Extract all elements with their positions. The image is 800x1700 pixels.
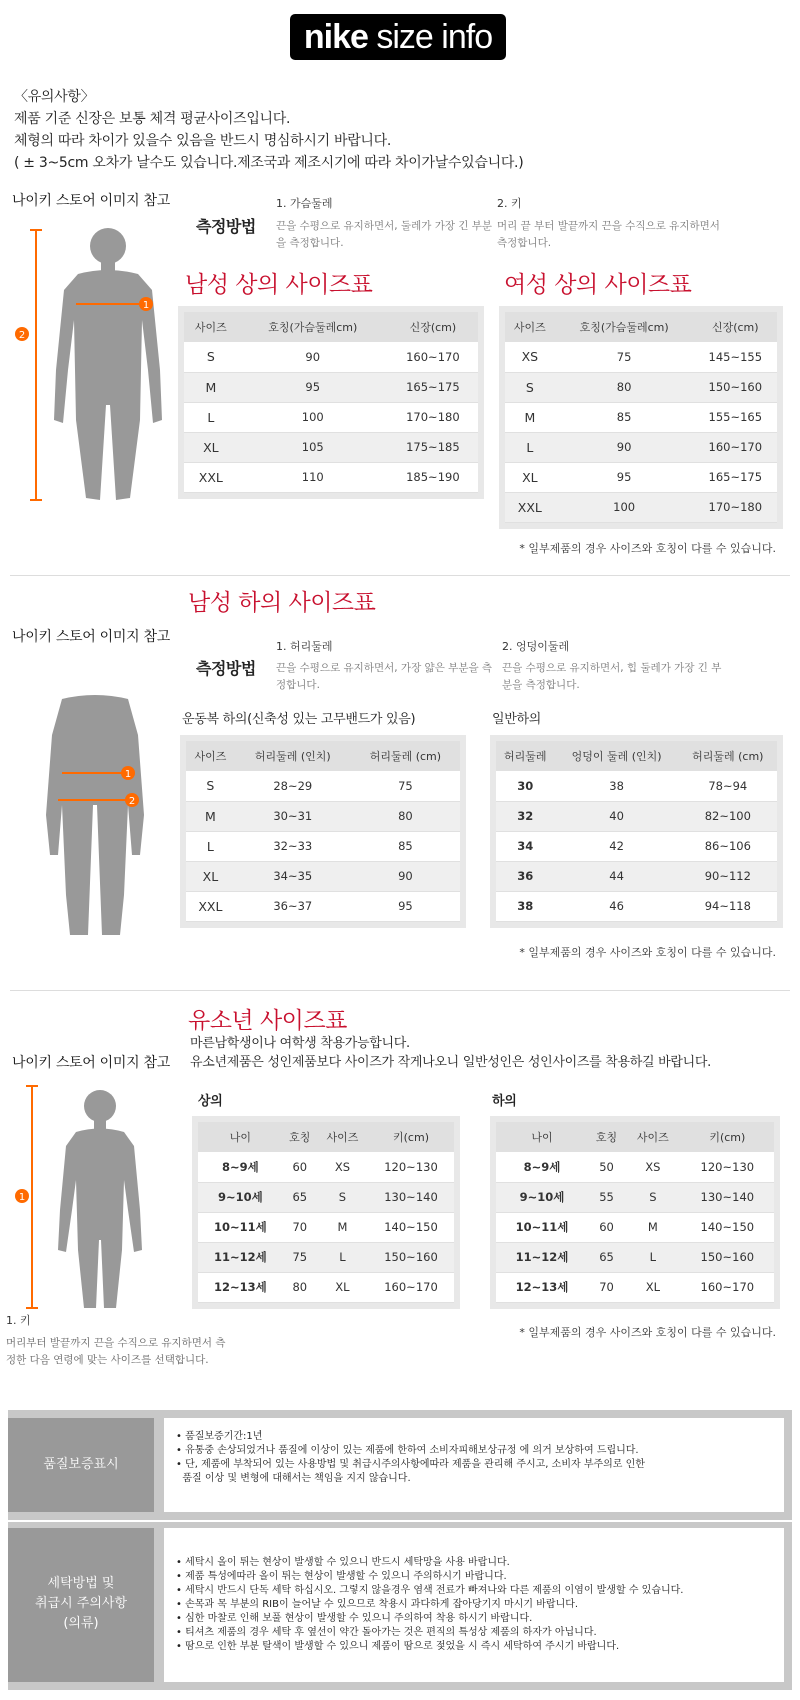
column-header: 호칭 xyxy=(588,1122,625,1152)
table-header-row xyxy=(184,312,478,342)
table-cell: 175~185 xyxy=(388,432,478,462)
sportswear-bottom-label: 운동복 하의(신축성 있는 고무밴드가 있음) xyxy=(182,712,416,727)
column-header: 키(cm) xyxy=(368,1122,454,1152)
table-cell: 42 xyxy=(555,831,679,861)
measure-2-title: 2. 엉덩이둘레 xyxy=(502,640,570,653)
list-item: • 땀으로 인한 부분 탈색이 발생할 수 있으니 제품이 땀으로 젖었을 시 즉시 세탁하여 주시기 바랍니다. xyxy=(176,1641,620,1652)
table-cell: 130~140 xyxy=(681,1182,774,1212)
column-header: 호칭 xyxy=(283,1122,317,1152)
table-row xyxy=(505,402,777,432)
measure-method-label: 측정방법 xyxy=(196,659,256,678)
table-row xyxy=(496,831,777,861)
table-cell: 85 xyxy=(555,402,694,432)
table-row xyxy=(496,1182,774,1212)
table-row xyxy=(198,1242,454,1272)
table-cell: 9~10세 xyxy=(496,1182,588,1212)
column-header: 사이즈 xyxy=(505,312,555,342)
table-row xyxy=(186,771,460,801)
table-cell: 38 xyxy=(496,891,555,921)
table-cell: 38 xyxy=(555,771,679,801)
table-cell: 8~9세 xyxy=(198,1152,283,1182)
table-row xyxy=(496,801,777,831)
table-cell: 40 xyxy=(555,801,679,831)
table-row xyxy=(505,492,777,522)
washing-instructions-box xyxy=(8,1522,792,1690)
table-cell: 120~130 xyxy=(681,1152,774,1182)
table-cell: 140~150 xyxy=(681,1212,774,1242)
table-cell: 36 xyxy=(496,861,555,891)
column-header: 호칭(가슴둘레cm) xyxy=(555,312,694,342)
table-header-row xyxy=(505,312,777,342)
table-row xyxy=(496,1272,774,1302)
table-cell: XL xyxy=(186,861,235,891)
table-row xyxy=(184,342,478,372)
table-cell: 95 xyxy=(238,372,388,402)
table-cell: M xyxy=(186,801,235,831)
measure-method-label: 측정방법 xyxy=(196,217,256,236)
table-cell: XS xyxy=(505,342,555,372)
table-cell: 100 xyxy=(238,402,388,432)
key-desc: 머리부터 발끝까지 끈을 수직으로 유지하면서 측 정한 다음 연령에 맞는 사이즈를 선택합니다. xyxy=(6,1337,226,1366)
list-item: • 세탁시 반드시 단독 세탁 하십시오. 그렇지 않을경우 염색 전료가 빠져나와 다른 제품의 이염이 발생할 수 있습니다. xyxy=(176,1585,684,1596)
table-row xyxy=(496,891,777,921)
table-cell: 80 xyxy=(555,372,694,402)
table-cell: 46 xyxy=(555,891,679,921)
list-item: • 손목과 목 부분의 RIB이 늘어날 수 있으므로 착용시 과다하게 잡아당기지 마시기 바랍니다. xyxy=(176,1599,579,1610)
table-cell: 110 xyxy=(238,462,388,492)
youth-bottom-size-table xyxy=(490,1116,780,1309)
table-cell: 44 xyxy=(555,861,679,891)
table-cell: 150~160 xyxy=(694,372,777,402)
list-item: • 품질보증기간:1년 xyxy=(176,1431,263,1442)
table-cell: 165~175 xyxy=(694,462,777,492)
column-header: 신장(cm) xyxy=(694,312,777,342)
table-cell: 30 xyxy=(496,771,555,801)
table-cell: 80 xyxy=(351,801,460,831)
table-cell: 65 xyxy=(588,1242,625,1272)
table-cell: M xyxy=(505,402,555,432)
table-header-row xyxy=(186,741,460,771)
table-cell: S xyxy=(505,372,555,402)
table-cell: 160~170 xyxy=(368,1272,454,1302)
column-header: 신장(cm) xyxy=(388,312,478,342)
table-cell: 34~35 xyxy=(235,861,351,891)
table-cell: 12~13세 xyxy=(496,1272,588,1302)
youth-body-figure xyxy=(10,1080,150,1315)
measure-2-desc: 끈을 수평으로 유지하면서, 힙 둘레가 가장 긴 부 분을 측정합니다. xyxy=(502,662,722,691)
table-cell: 170~180 xyxy=(694,492,777,522)
table-row xyxy=(186,861,460,891)
marker-1: 1 xyxy=(142,300,150,311)
key-title: 1. 키 xyxy=(6,1314,31,1327)
table-cell: 75 xyxy=(283,1242,317,1272)
table-row xyxy=(496,1242,774,1272)
table-cell: 55 xyxy=(588,1182,625,1212)
column-header: 허리둘레 xyxy=(496,741,555,771)
table-cell: 60 xyxy=(283,1152,317,1182)
table-cell: 145~155 xyxy=(694,342,777,372)
table-cell: 140~150 xyxy=(368,1212,454,1242)
table-row xyxy=(184,462,478,492)
table-cell: 70 xyxy=(283,1212,317,1242)
table-cell: 10~11세 xyxy=(496,1212,588,1242)
marker-1: 1 xyxy=(124,769,132,780)
table-cell: L xyxy=(186,831,235,861)
table-cell: XXL xyxy=(186,891,235,921)
quality-label: 품질보증표시 xyxy=(8,1418,154,1512)
marker-2: 2 xyxy=(128,796,136,807)
divider xyxy=(10,575,790,576)
table-cell: 185~190 xyxy=(388,462,478,492)
column-header: 허리둘레 (인치) xyxy=(235,741,351,771)
column-header: 사이즈 xyxy=(317,1122,368,1152)
table-row xyxy=(186,891,460,921)
table-row xyxy=(198,1182,454,1212)
notes-line: 제품 기준 신장은 보통 체격 평균사이즈입니다. xyxy=(14,111,291,127)
table-cell: 90 xyxy=(555,432,694,462)
store-image-reference: 나이키 스토어 이미지 참고 xyxy=(12,1055,170,1071)
size-note: * 일부제품의 경우 사이즈와 호칭이 다를 수 있습니다. xyxy=(519,946,776,959)
notes-line: ( ± 3~5cm 오차가 날수도 있습니다.제조국과 제조시기에 따라 차이가날수있습니다.) xyxy=(14,155,524,171)
table-cell: XL xyxy=(184,432,238,462)
men-top-size-table xyxy=(178,306,484,499)
table-cell: 36~37 xyxy=(235,891,351,921)
table-cell: 155~165 xyxy=(694,402,777,432)
adult-body-figure xyxy=(10,220,170,510)
nike-size-info-logo xyxy=(290,14,506,60)
table-cell: L xyxy=(625,1242,681,1272)
table-row xyxy=(198,1272,454,1302)
table-row xyxy=(184,372,478,402)
table-row xyxy=(184,402,478,432)
table-row xyxy=(496,861,777,891)
list-item: • 제품 특성에따라 올이 튀는 현상이 발생할 수 있으니 주의하시기 바랍니다. xyxy=(176,1571,507,1582)
table-cell: 75 xyxy=(555,342,694,372)
table-cell: S xyxy=(184,342,238,372)
list-item: 품질 이상 및 변형에 대해서는 책임을 지지 않습니다. xyxy=(176,1473,411,1484)
regular-bottom-label: 일반하의 xyxy=(492,712,542,727)
table-cell: 86~106 xyxy=(679,831,777,861)
table-cell: 34 xyxy=(496,831,555,861)
column-header: 나이 xyxy=(198,1122,283,1152)
table-cell: 150~160 xyxy=(368,1242,454,1272)
column-header: 사이즈 xyxy=(625,1122,681,1152)
table-cell: M xyxy=(317,1212,368,1242)
youth-top-size-table xyxy=(192,1116,460,1309)
women-top-size-title: 여성 상의 사이즈표 xyxy=(504,272,692,298)
table-row xyxy=(496,1152,774,1182)
column-header: 사이즈 xyxy=(184,312,238,342)
quality-guarantee-box xyxy=(8,1410,792,1520)
table-cell: 120~130 xyxy=(368,1152,454,1182)
quality-content xyxy=(164,1418,784,1512)
table-row xyxy=(505,372,777,402)
table-cell: 12~13세 xyxy=(198,1272,283,1302)
measure-1-desc: 끈을 수평으로 유지하면서, 가장 얇은 부분을 측 정합니다. xyxy=(276,662,493,691)
men-bottom-size-title: 남성 하의 사이즈표 xyxy=(188,590,376,616)
list-item: • 유통중 손상되었거나 품질에 이상이 있는 제품에 한하여 소비자피해보상규정 에 의거 보상하여 드립니다. xyxy=(176,1445,639,1456)
table-cell: 95 xyxy=(555,462,694,492)
measure-2-title: 2. 키 xyxy=(497,197,522,210)
table-cell: 150~160 xyxy=(681,1242,774,1272)
table-cell: XXL xyxy=(505,492,555,522)
sportswear-bottom-size-table xyxy=(180,735,466,928)
youth-top-label: 상의 xyxy=(198,1094,223,1109)
table-cell: L xyxy=(505,432,555,462)
women-top-size-table xyxy=(499,306,783,529)
table-cell: 11~12세 xyxy=(198,1242,283,1272)
column-header: 키(cm) xyxy=(681,1122,774,1152)
table-cell: 160~170 xyxy=(681,1272,774,1302)
column-header: 허리둘레 (cm) xyxy=(351,741,460,771)
table-cell: XL xyxy=(505,462,555,492)
table-cell: 170~180 xyxy=(388,402,478,432)
table-cell: 78~94 xyxy=(679,771,777,801)
store-image-reference: 나이키 스토어 이미지 참고 xyxy=(12,193,170,209)
caution-notes xyxy=(14,86,523,174)
table-cell: 32~33 xyxy=(235,831,351,861)
list-item: • 단, 제품에 부착되어 있는 사용방법 및 취급시주의사항에따라 제품을 관리해 주시고, 소비자 부주의로 인한 xyxy=(176,1459,645,1470)
table-cell: S xyxy=(625,1182,681,1212)
table-cell: 82~100 xyxy=(679,801,777,831)
table-cell: 90~112 xyxy=(679,861,777,891)
table-cell: 85 xyxy=(351,831,460,861)
table-row xyxy=(496,1212,774,1242)
table-header-row xyxy=(496,741,777,771)
table-cell: XXL xyxy=(184,462,238,492)
notes-heading: 〈유의사항〉 xyxy=(14,89,95,105)
size-note: * 일부제품의 경우 사이즈와 호칭이 다를 수 있습니다. xyxy=(519,542,776,555)
table-cell: 100 xyxy=(555,492,694,522)
table-row xyxy=(184,432,478,462)
table-cell: L xyxy=(184,402,238,432)
column-header: 나이 xyxy=(496,1122,588,1152)
table-cell: 160~170 xyxy=(694,432,777,462)
table-cell: S xyxy=(186,771,235,801)
table-cell: 105 xyxy=(238,432,388,462)
table-cell: M xyxy=(625,1212,681,1242)
store-image-reference: 나이키 스토어 이미지 참고 xyxy=(12,629,170,645)
table-cell: 94~118 xyxy=(679,891,777,921)
table-cell: 70 xyxy=(588,1272,625,1302)
column-header: 호칭(가슴둘레cm) xyxy=(238,312,388,342)
table-cell: 130~140 xyxy=(368,1182,454,1212)
logo-text: size info xyxy=(376,18,493,56)
table-cell: L xyxy=(317,1242,368,1272)
column-header: 사이즈 xyxy=(186,741,235,771)
table-cell: 10~11세 xyxy=(198,1212,283,1242)
table-cell: 80 xyxy=(283,1272,317,1302)
youth-desc: 마른남학생이나 여학생 착용가능합니다. 유소년제품은 성인제품보다 사이즈가 작게나오니 일반성인은 성인사이즈를 착용하길 바랍니다. xyxy=(190,1036,711,1070)
men-top-size-title: 남성 상의 사이즈표 xyxy=(185,272,373,298)
table-header-row xyxy=(198,1122,454,1152)
washing-label: 세탁방법 및 취급시 주의사항 (의류) xyxy=(8,1528,154,1682)
table-cell: 90 xyxy=(238,342,388,372)
list-item: • 심한 마찰로 인해 보풀 현상이 발생할 수 있으니 주의하여 착용 하시기 바랍니다. xyxy=(176,1613,533,1624)
measure-1-desc: 끈을 수평으로 유지하면서, 둘레가 가장 긴 부분 을 측정합니다. xyxy=(276,220,493,249)
notes-line: 체형의 따라 차이가 있을수 있음을 반드시 명심하시기 바랍니다. xyxy=(14,133,392,149)
table-cell: 60 xyxy=(588,1212,625,1242)
table-cell: XS xyxy=(317,1152,368,1182)
column-header: 엉덩이 둘레 (인치) xyxy=(555,741,679,771)
size-note: * 일부제품의 경우 사이즈와 호칭이 다를 수 있습니다. xyxy=(519,1326,776,1339)
table-cell: M xyxy=(184,372,238,402)
marker-1: 1 xyxy=(18,1192,26,1203)
table-row xyxy=(198,1212,454,1242)
lower-body-figure xyxy=(40,695,150,940)
column-header: 허리둘레 (cm) xyxy=(679,741,777,771)
table-cell: XL xyxy=(317,1272,368,1302)
table-row xyxy=(198,1152,454,1182)
list-item: • 세탁시 올이 튀는 현상이 발생할 수 있으니 반드시 세탁망을 사용 바랍니다. xyxy=(176,1557,510,1568)
table-row xyxy=(496,771,777,801)
table-row xyxy=(186,801,460,831)
table-cell: 65 xyxy=(283,1182,317,1212)
table-cell: 32 xyxy=(496,801,555,831)
table-row xyxy=(505,462,777,492)
youth-bottom-label: 하의 xyxy=(492,1094,517,1109)
table-row xyxy=(186,831,460,861)
table-cell: XS xyxy=(625,1152,681,1182)
marker-2: 2 xyxy=(18,330,26,341)
list-item: • 티셔츠 제품의 경우 세탁 후 옆선이 약간 돌아가는 것은 편직의 특성상 제품의 하자가 아닙니다. xyxy=(176,1627,597,1638)
table-cell: 75 xyxy=(351,771,460,801)
logo-brand: nike xyxy=(303,18,368,56)
table-cell: 28~29 xyxy=(235,771,351,801)
table-cell: 11~12세 xyxy=(496,1242,588,1272)
measure-1-title: 1. 허리둘레 xyxy=(276,640,333,653)
table-cell: 9~10세 xyxy=(198,1182,283,1212)
regular-bottom-size-table xyxy=(490,735,783,928)
table-cell: 50 xyxy=(588,1152,625,1182)
washing-content xyxy=(164,1528,784,1682)
table-cell: 160~170 xyxy=(388,342,478,372)
table-cell: 165~175 xyxy=(388,372,478,402)
table-cell: XL xyxy=(625,1272,681,1302)
measure-2-desc: 머리 끝 부터 발끝까지 끈을 수직으로 유지하면서 측정합니다. xyxy=(497,220,720,249)
table-cell: 30~31 xyxy=(235,801,351,831)
youth-size-title: 유소년 사이즈표 xyxy=(188,1008,347,1034)
table-cell: 8~9세 xyxy=(496,1152,588,1182)
table-row xyxy=(505,432,777,462)
measure-1-title: 1. 가슴둘레 xyxy=(276,197,333,210)
table-header-row xyxy=(496,1122,774,1152)
table-cell: 90 xyxy=(351,861,460,891)
table-cell: 95 xyxy=(351,891,460,921)
table-row xyxy=(505,342,777,372)
divider xyxy=(10,990,790,991)
table-cell: S xyxy=(317,1182,368,1212)
